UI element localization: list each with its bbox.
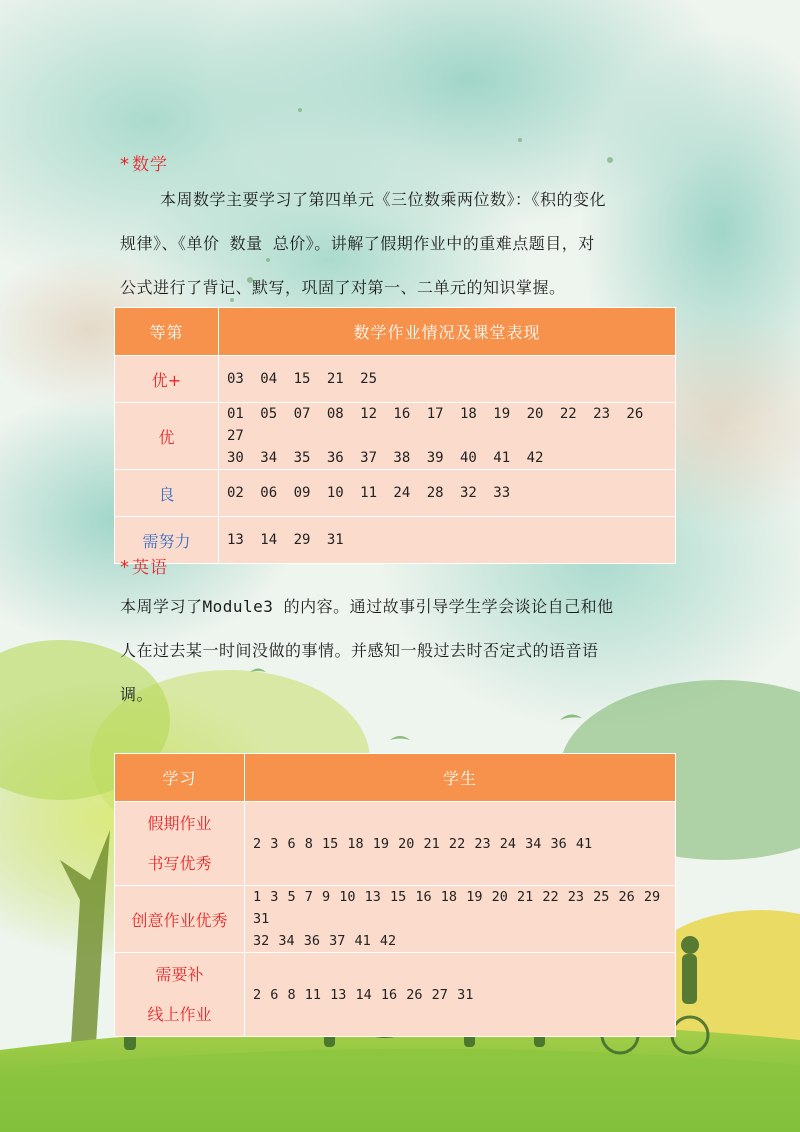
english-header-students: 学生 [245,754,676,802]
table-row [115,356,676,403]
category-label: 创意作业优秀 [115,886,245,953]
math-heading [120,150,168,175]
category-label [115,802,245,886]
student-numbers [219,403,676,470]
math-header-grade: 等第 [115,308,219,356]
student-numbers: 02 06 09 10 11 24 28 32 33 [219,470,676,517]
math-para-line-1 [120,178,680,222]
student-numbers-line: 30 34 35 36 37 38 39 40 41 42 [227,450,544,466]
math-para-line-2: 规律》、《单价 数量 总价》。讲解了假期作业中的重难点题目，对 [120,234,595,253]
english-para-line-1: 本周学习了Module3 的内容。通过故事引导学生学会谈论自己和他 [120,597,614,616]
grade-label: 良 [115,470,219,517]
english-para-line-3: 调。 [120,685,154,704]
star-icon: * [120,154,130,175]
table-row [115,802,676,886]
grade-label: 优+ [115,356,219,403]
student-numbers-line: 01 05 07 08 12 16 17 18 19 20 22 23 26 27 [227,406,644,444]
grade-label: 优 [115,403,219,470]
student-numbers-line: 32 34 36 37 41 42 [253,933,397,949]
math-para-line-1-text: 本周数学主要学习了第四单元《三位数乘两位数》：《积的变化 [160,190,607,209]
category-label-line: 假期作业 [147,813,212,833]
math-para-line-3: 公式进行了背记、默写，巩固了对第一、二单元的知识掌握。 [120,278,566,297]
math-score-table [114,307,676,564]
grade-label: 需努力 [115,517,219,564]
english-heading-text: 英语 [132,558,168,578]
student-numbers: 03 04 15 21 25 [219,356,676,403]
table-row [115,953,676,1037]
category-label-line: 书写优秀 [147,853,212,873]
category-label-line: 需要补 [155,964,204,984]
student-numbers: 2 6 8 11 13 14 16 26 27 31 [245,953,676,1037]
english-header-study: 学习 [115,754,245,802]
student-numbers [245,886,676,953]
table-row [115,517,676,564]
math-paragraph [120,178,680,310]
student-numbers: 2 3 6 8 15 18 19 20 21 22 23 24 34 36 41 [245,802,676,886]
category-label-line: 线上作业 [147,1004,212,1024]
math-table-header [115,308,676,356]
english-para-line-2: 人在过去某一时间没做的事情。并感知一般过去时否定式的语音语 [120,641,599,660]
table-row [115,886,676,953]
category-label [115,953,245,1037]
english-paragraph [120,585,680,717]
english-heading [120,553,168,578]
student-numbers: 13 14 29 31 [219,517,676,564]
math-heading-text: 数学 [132,155,168,175]
math-header-performance: 数学作业情况及课堂表现 [219,308,676,356]
table-row [115,470,676,517]
english-table-header [115,754,676,802]
star-icon: * [120,557,130,578]
student-numbers-line: 1 3 5 7 9 10 13 15 16 18 19 20 21 22 23 25 26 29 31 [253,889,661,927]
english-score-table [114,753,676,1037]
table-row [115,403,676,470]
